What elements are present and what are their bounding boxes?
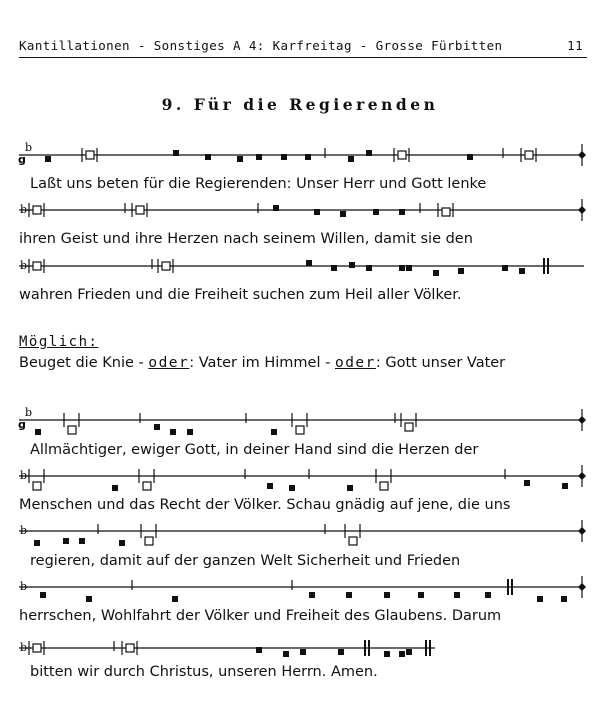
chant-note [300,649,306,655]
chant-note [283,651,289,657]
chant-note [458,268,464,274]
flat-sign: b [20,203,28,216]
chant-note [172,596,178,602]
chant-note [418,592,424,598]
running-title: Kantillationen - Sonstiges A 4: Karfreitag - Grosse Fürbitten [19,38,503,53]
final-diamond [578,527,586,535]
chant-note [485,592,491,598]
chant-note [562,483,568,489]
chant-note [373,209,379,215]
section-title: 9. Für die Regierenden [161,95,439,114]
chant-note [467,154,473,160]
option-text-3: : Gott unser Vater [375,355,506,371]
recitation-note [33,206,41,214]
flat-sign: b [25,406,33,419]
chant-note [45,156,51,162]
chant-note [281,154,287,160]
chant-note [346,592,352,598]
final-diamond [578,206,586,214]
chant-note [384,592,390,598]
recitation-note [398,151,406,159]
chant-note [406,265,412,271]
chant-note [338,649,344,655]
chant-note [519,268,525,274]
chant-note [154,424,160,430]
lyric-line-8: bitten wir durch Christus, unseren Herrn. Amen. [30,664,378,680]
recitation-note [136,206,144,214]
recitation-note [145,537,153,545]
chant-note [433,270,439,276]
chant-note [340,211,346,217]
chant-note [40,592,46,598]
chant-note [454,592,460,598]
clef-letter: g [18,418,26,431]
chant-note [537,596,543,602]
final-diamond [578,583,586,591]
chant-note [384,651,390,657]
chant-note [79,538,85,544]
chant-note [561,596,567,602]
chant-note [112,485,118,491]
chant-note [399,651,405,657]
oder-1: oder [148,355,190,371]
chant-note [173,150,179,156]
chant-note [256,154,262,160]
chant-note [306,260,312,266]
flat-sign: b [20,469,28,482]
chant-note [63,538,69,544]
flat-sign: b [20,641,28,654]
chant-note [237,156,243,162]
lyric-line-1: Laßt uns beten für die Regierenden: Unser Herr und Gott lenke [30,176,487,192]
oder-2: oder [334,355,376,371]
recitation-note [525,151,533,159]
chant-note [273,205,279,211]
chant-note [366,150,372,156]
chant-note [524,480,530,486]
chant-note [119,540,125,546]
chant-note [399,265,405,271]
recitation-note [86,151,94,159]
lyric-line-5: Menschen und das Recht der Völker. Schau gnädig auf jene, die uns [19,497,511,513]
option-text-2: : Vater im Himmel - [189,355,335,371]
chant-note [86,596,92,602]
recitation-note [143,482,151,490]
recitation-note [296,426,304,434]
option-text-1: Beuget die Knie - [19,355,149,371]
chant-note [35,429,41,435]
chant-note [187,429,193,435]
lyric-line-3: wahren Frieden und die Freiheit suchen zum Heil aller Völker. [19,287,462,303]
final-diamond [578,416,586,424]
lyric-line-6: regieren, damit auf der ganzen Welt Sicherheit und Frieden [30,553,461,569]
recitation-note [33,644,41,652]
option-heading: Möglich: [19,334,99,350]
flat-sign: b [20,259,28,272]
chant-note [314,209,320,215]
chant-note [349,262,355,268]
chant-note [502,265,508,271]
chant-note [331,265,337,271]
chant-note [406,649,412,655]
chant-note [267,483,273,489]
recitation-note [126,644,134,652]
recitation-note [33,482,41,490]
lyric-line-7: herrschen, Wohlfahrt der Völker und Freiheit des Glaubens. Darum [19,608,502,624]
chant-note [256,647,262,653]
recitation-note [33,262,41,270]
flat-sign: b [20,524,28,537]
recitation-note [380,482,388,490]
lyric-line-4: Allmächtiger, ewiger Gott, in deiner Hand sind die Herzen der [30,442,479,458]
recitation-note [68,426,76,434]
chant-note [399,209,405,215]
recitation-note [349,537,357,545]
chant-note [205,154,211,160]
recitation-note [442,208,450,216]
chant-note [289,485,295,491]
final-diamond [578,472,586,480]
chant-note [305,154,311,160]
chant-note [170,429,176,435]
flat-sign: b [20,580,28,593]
chant-note [366,265,372,271]
option-line [19,355,505,371]
chant-note [271,429,277,435]
final-diamond [578,151,586,159]
lyric-line-2: ihren Geist und ihre Herzen nach seinem Willen, damit sie den [19,231,473,247]
clef-letter: g [18,153,26,166]
page-number: 11 [567,38,583,53]
recitation-note [405,423,413,431]
chant-note [34,540,40,546]
chant-note [348,156,354,162]
chant-note [347,485,353,491]
flat-sign: b [25,141,33,154]
recitation-note [162,262,170,270]
chant-note [309,592,315,598]
